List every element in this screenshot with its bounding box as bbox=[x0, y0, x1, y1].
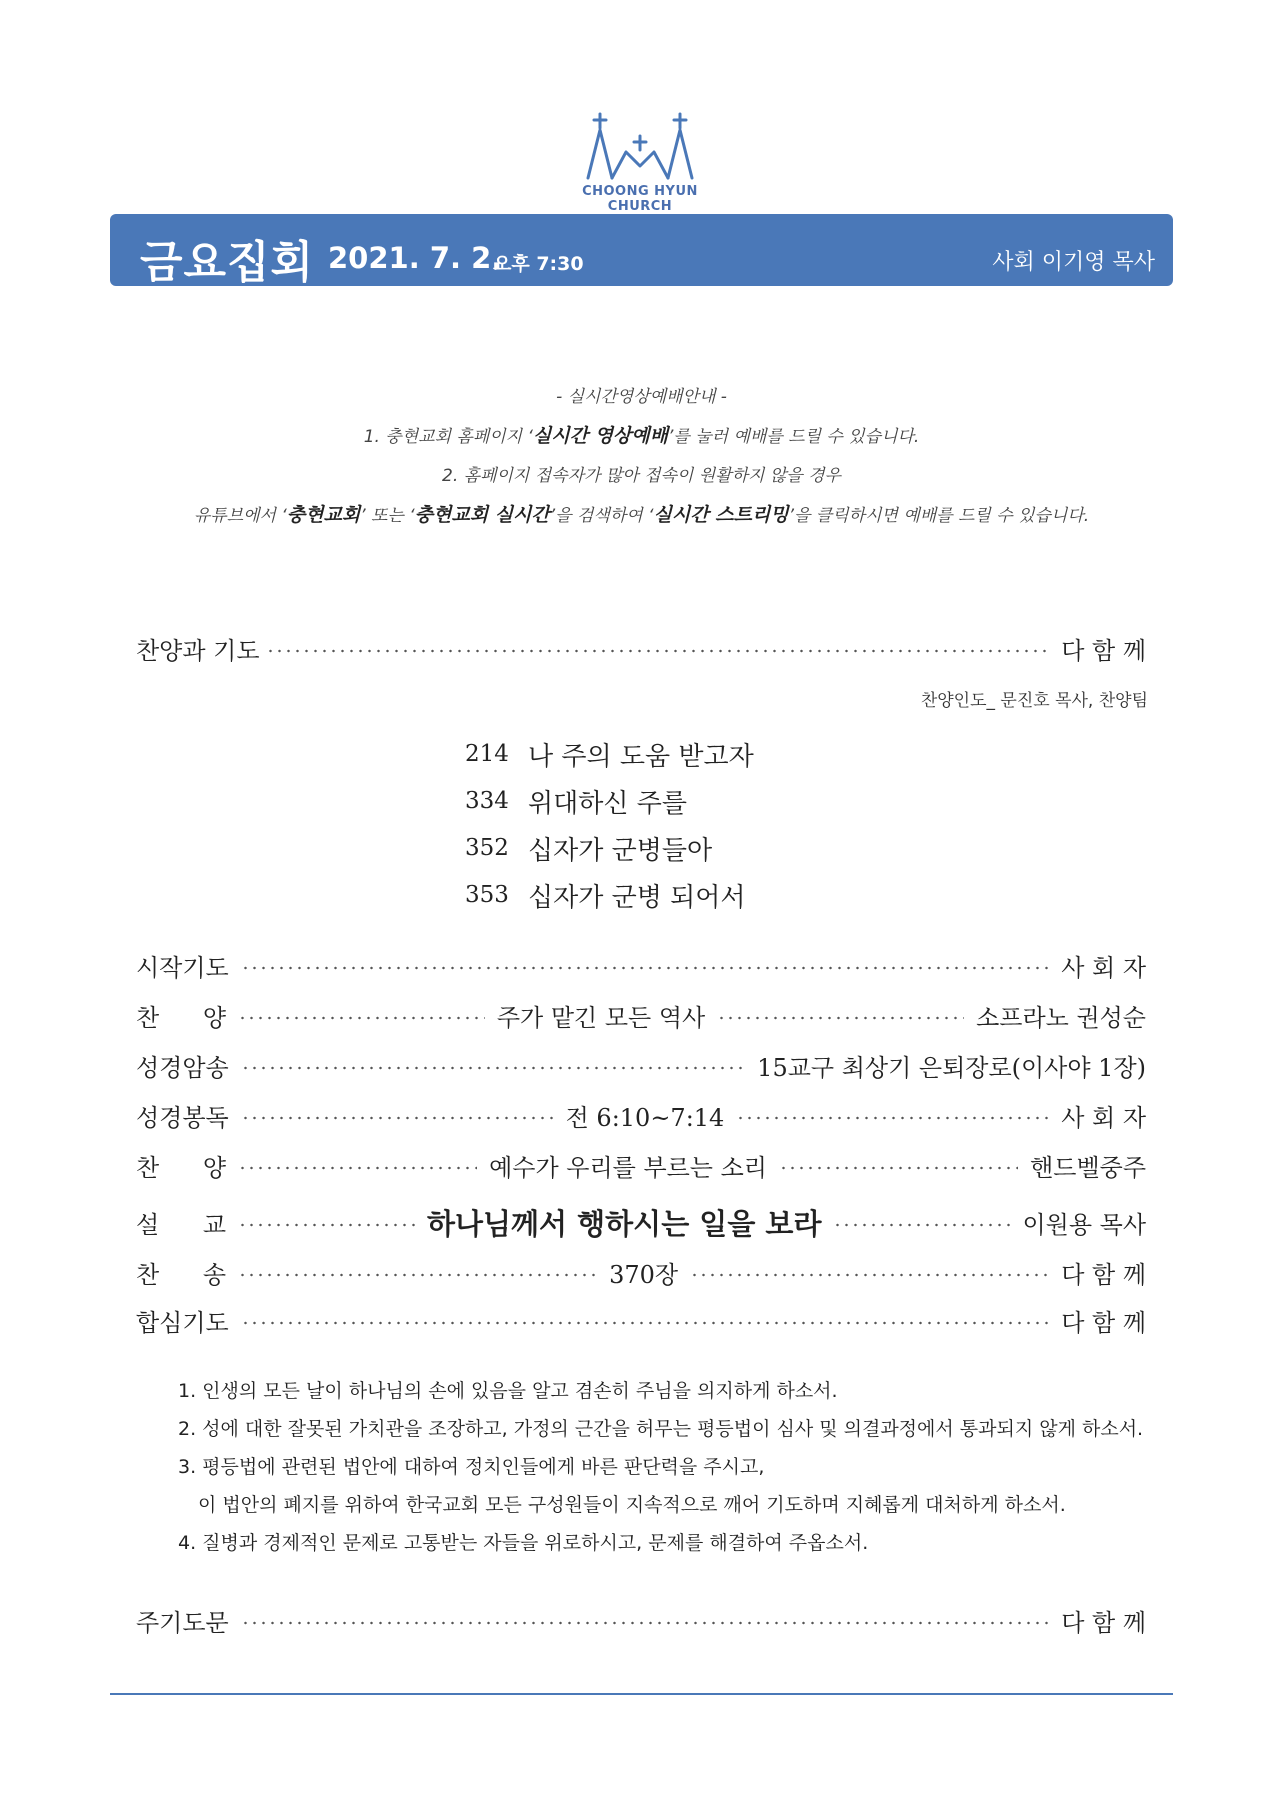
order-sermon bbox=[136, 1202, 1146, 1242]
hymn-item: 334 위대하신 주를 bbox=[465, 788, 687, 819]
leader-dots bbox=[241, 1066, 745, 1070]
prayer-item: 1. 인생의 모든 날이 하나님의 손에 있음을 알고 겸손히 주님을 의지하게 하소서. bbox=[178, 1380, 838, 1402]
order-label: 찬 송 bbox=[136, 1260, 226, 1289]
order-label: 찬 양 bbox=[136, 1153, 226, 1182]
service-title: 금요집회 bbox=[140, 237, 315, 288]
church-logo bbox=[560, 110, 720, 214]
notice-line-2: 2. 홈페이지 접속자가 많아 접속이 원활하지 않을 경우 bbox=[442, 466, 841, 486]
leader-dots bbox=[238, 1166, 477, 1170]
footer-divider bbox=[110, 1693, 1173, 1695]
notice-line-1: 1. 충현교회 홈페이지 ‘실시간 영상예배’를 눌러 예배를 드릴 수 있습니다. bbox=[363, 425, 920, 447]
leader-dots bbox=[736, 1116, 1049, 1120]
order-label: 시작기도 bbox=[136, 953, 229, 982]
church-spires-icon bbox=[580, 110, 700, 182]
leader-dots bbox=[241, 1321, 1049, 1325]
leader-dots bbox=[241, 1621, 1049, 1625]
prayer-item: 3. 평등법에 관련된 법안에 대하여 정치인들에게 바른 판단력을 주시고, bbox=[178, 1456, 765, 1478]
leader-dots bbox=[779, 1166, 1018, 1170]
order-label: 성경봉독 bbox=[136, 1103, 229, 1132]
leader-dots bbox=[238, 1223, 415, 1227]
hymn-item: 353 십자가 군병 되어서 bbox=[465, 882, 746, 913]
order-joint-prayer bbox=[136, 1300, 1146, 1340]
service-date: 2021. 7. 2. bbox=[328, 241, 503, 275]
hymn-item: 214 나 주의 도움 받고자 bbox=[465, 741, 754, 772]
order-right: 이원용 목사 bbox=[1022, 1210, 1147, 1239]
order-title: 전 6:10~7:14 bbox=[565, 1103, 725, 1132]
order-label: 성경암송 bbox=[136, 1053, 229, 1082]
hymn-item: 352 십자가 군병들아 bbox=[465, 835, 713, 866]
leader-dots bbox=[238, 1016, 485, 1020]
order-label: 주기도문 bbox=[136, 1608, 229, 1637]
order-label: 설 교 bbox=[136, 1210, 226, 1239]
prayer-item: 2. 성에 대한 잘못된 가치관을 조장하고, 가정의 근간을 허무는 평등법이 심사 및 의결과정에서 통과되지 않게 하소서. bbox=[178, 1418, 1144, 1440]
order-memorization bbox=[136, 1045, 1146, 1085]
prayer-item: 이 법안의 폐지를 위하여 한국교회 모든 구성원들이 지속적으로 깨어 기도하며 지혜롭게 대처하게 하소서. bbox=[198, 1494, 1066, 1516]
leader-dots bbox=[241, 1116, 554, 1120]
church-name: CHOONG HYUN CHURCH bbox=[582, 184, 698, 214]
order-right: 다 함 께 bbox=[1061, 636, 1146, 665]
order-right: 핸드벨중주 bbox=[1030, 1153, 1146, 1182]
service-header bbox=[110, 214, 1173, 286]
leader-dots bbox=[238, 1273, 597, 1277]
leader-dots bbox=[266, 649, 1050, 653]
order-lords-prayer bbox=[136, 1600, 1146, 1640]
leader-dots bbox=[241, 966, 1049, 970]
order-right: 사 회 자 bbox=[1061, 1103, 1146, 1132]
order-right: 다 함 께 bbox=[1061, 1608, 1146, 1637]
order-label: 찬 양 bbox=[136, 1003, 226, 1032]
order-opening-prayer bbox=[136, 945, 1146, 985]
order-right: 사 회 자 bbox=[1061, 953, 1146, 982]
order-praise-prayer bbox=[136, 628, 1146, 668]
praise-leader-note: 찬양인도_ 문진호 목사, 찬양팀 bbox=[920, 691, 1148, 711]
service-time: 오후 7:30 bbox=[493, 253, 584, 275]
order-right: 소프라노 권성순 bbox=[976, 1003, 1146, 1032]
leader-dots bbox=[833, 1223, 1010, 1227]
order-right: 15교구 최상기 은퇴장로(이사야 1장) bbox=[757, 1053, 1146, 1082]
leader-dots bbox=[717, 1016, 964, 1020]
order-praise-1 bbox=[136, 995, 1146, 1035]
order-label: 찬양과 기도 bbox=[136, 636, 260, 665]
order-praise-2 bbox=[136, 1145, 1146, 1185]
notice-heading: - 실시간영상예배안내 - bbox=[556, 387, 727, 407]
leader-dots bbox=[690, 1273, 1049, 1277]
order-hymn bbox=[136, 1252, 1146, 1292]
order-title: 주가 맡긴 모든 역사 bbox=[496, 1003, 706, 1032]
order-reading bbox=[136, 1095, 1146, 1135]
notice-line-3: 유튜브에서 ‘충현교회’ 또는 ‘충현교회 실시간’을 검색하여 ‘실시간 스트리밍’을 클릭하시면 예배를 드릴 수 있습니다. bbox=[193, 504, 1090, 526]
order-label: 합심기도 bbox=[136, 1308, 229, 1337]
order-right: 다 함 께 bbox=[1061, 1260, 1146, 1289]
order-title: 370장 bbox=[609, 1260, 679, 1289]
service-leader: 사회 이기영 목사 bbox=[992, 250, 1155, 275]
prayer-item: 4. 질병과 경제적인 문제로 고통받는 자들을 위로하시고, 문제를 해결하여 주옵소서. bbox=[178, 1532, 869, 1554]
order-title: 예수가 우리를 부르는 소리 bbox=[489, 1153, 767, 1182]
sermon-title: 하나님께서 행하시는 일을 보라 bbox=[426, 1206, 822, 1241]
order-right: 다 함 께 bbox=[1061, 1308, 1146, 1337]
